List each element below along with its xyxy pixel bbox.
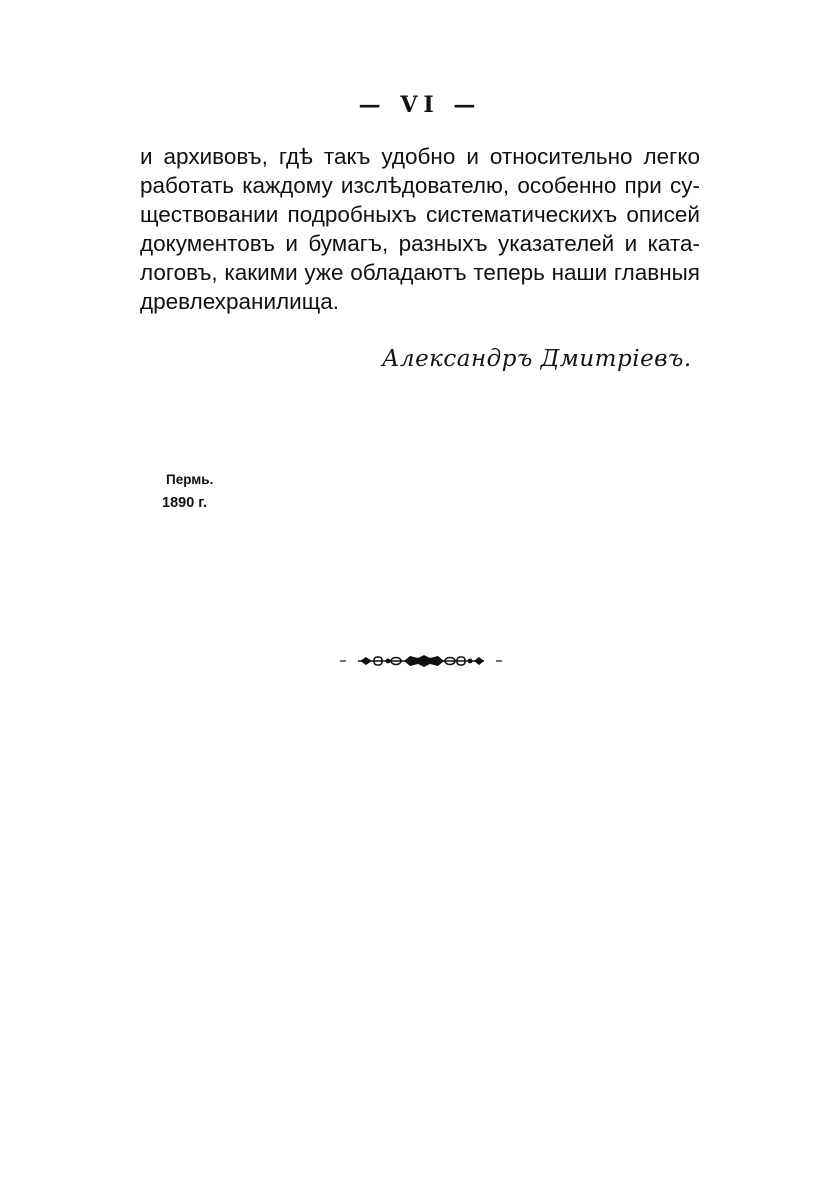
author-signature: Александръ Дмитріевъ. (382, 346, 692, 372)
dateline-date: 1890 г. (162, 495, 207, 511)
text-line: и архивовъ, гдѣ такъ удобно и относительно легко (140, 144, 700, 169)
body-paragraph (140, 142, 700, 316)
text-line: древлехранилища. (140, 289, 339, 314)
text-line: ществовании подробныхъ систематическихъ описей (140, 202, 700, 227)
vignette-ornament-icon (338, 652, 504, 670)
dateline-place: Пермь. (166, 472, 214, 487)
text-line: логовъ, какими уже обладаютъ теперь наши главныя (140, 260, 700, 285)
text-line: работать каждому изслѣдователю, особенно при су- (140, 173, 700, 198)
text-line: документовъ и бумагъ, разныхъ указателей и ката- (140, 231, 700, 256)
page-number: — VI — (358, 92, 482, 118)
